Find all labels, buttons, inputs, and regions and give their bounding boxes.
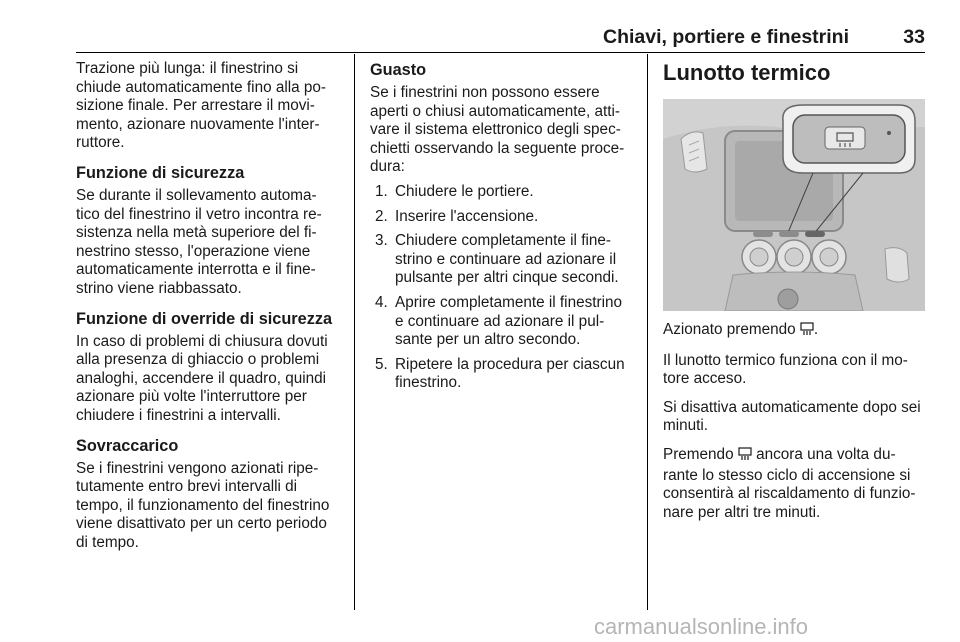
- heading-overload: Sovraccarico: [76, 436, 179, 455]
- list-item: [370, 183, 634, 202]
- paragraph-overload: Se i finestrini vengono azionati ripe- tutamente entro brevi intervalli di tempo, il funzionamento del finestrino viene disattivato per un certo periodo di tempo.: [76, 459, 330, 551]
- watermark: carmanualsonline.info: [594, 614, 809, 639]
- rear-window-heating-icon: [800, 322, 814, 342]
- list-item: [370, 294, 634, 350]
- paragraph-fault: Se i finestrini non possono essere aperti o chiusi automaticamente, atti- vare il sistema elettronico degli spec- chietti osservando la seguente proce- dura:: [370, 84, 625, 176]
- column-divider-2: [647, 54, 648, 610]
- step-number: 1.: [375, 182, 388, 200]
- paragraph-long-pull: Trazione più lunga: il finestrino si chiude automaticamente fino alla po- sizione finale. Per arrestare il movi- mento, azionare nuovamente l'inter- ruttore.: [76, 60, 327, 152]
- dashboard-illustration: [663, 99, 925, 311]
- step-text: Chiudere completamente il fine- strino e continuare ad azionare il pulsante per altri cinque secondi.: [395, 232, 619, 287]
- column-3: [663, 60, 927, 532]
- column-divider-1: [354, 54, 355, 610]
- heading-safety-function: Funzione di sicurezza: [76, 163, 245, 182]
- heading-safety-override: Funzione di override di sicurezza: [76, 309, 333, 328]
- list-item: [370, 232, 634, 288]
- paragraph-activation: [663, 321, 927, 342]
- header-divider: [76, 52, 925, 53]
- step-number: 5.: [375, 355, 388, 373]
- step-number: 3.: [375, 232, 388, 250]
- heading-rear-window-heating: Lunotto termico: [663, 60, 831, 85]
- step-text: Inserire l'accensione.: [395, 207, 539, 225]
- header-title: Chiavi, portiere e finestrini: [603, 26, 849, 48]
- activation-text-end: .: [813, 321, 819, 338]
- heading-fault: Guasto: [370, 61, 427, 79]
- page-number: 33: [903, 26, 925, 48]
- paragraph-engine-running: Il lunotto termico funziona con il mo- tore acceso.: [663, 351, 908, 388]
- list-item: [370, 208, 634, 227]
- column-2: [370, 60, 634, 399]
- procedure-list: [370, 183, 634, 393]
- paragraph-safety-function: Se durante il sollevamento automa- tico del finestrino il vetro incontra re- sistenza nella metà superiore del fi- nestrino stesso, l'operazione viene automaticamente interrotta e il fine- strino viene riabbassato.: [76, 186, 322, 297]
- page-header: [76, 26, 925, 48]
- extend-text-start: Premendo: [663, 445, 734, 463]
- step-text: Ripetere la procedura per ciascun finestrino.: [395, 355, 625, 392]
- paragraph-safety-override: In caso di problemi di chiusura dovuti alla presenza di ghiaccio o problemi analoghi, accendere il quadro, quindi azionare più volte l'interruttore per chiudere i finestrini a intervalli.: [76, 332, 328, 424]
- column-1: [76, 60, 340, 562]
- step-text: Aprire completamente il finestrino e continuare ad azionare il pul- sante per un altro secondo.: [395, 293, 623, 349]
- extend-text-end: ancora una volta du- rante lo stesso ciclo di accensione si consentirà al riscaldamento di funzio- nare per altri tre minuti.: [663, 445, 916, 521]
- paragraph-auto-off: Si disattiva automaticamente dopo sei minuti.: [663, 398, 921, 435]
- step-number: 4.: [375, 293, 388, 311]
- rear-window-heating-icon: [738, 447, 752, 467]
- list-item: [370, 356, 634, 393]
- step-text: Chiudere le portiere.: [395, 182, 534, 200]
- paragraph-extend: [663, 446, 927, 522]
- step-number: 2.: [375, 207, 388, 225]
- activation-text: Azionato premendo: [663, 321, 796, 338]
